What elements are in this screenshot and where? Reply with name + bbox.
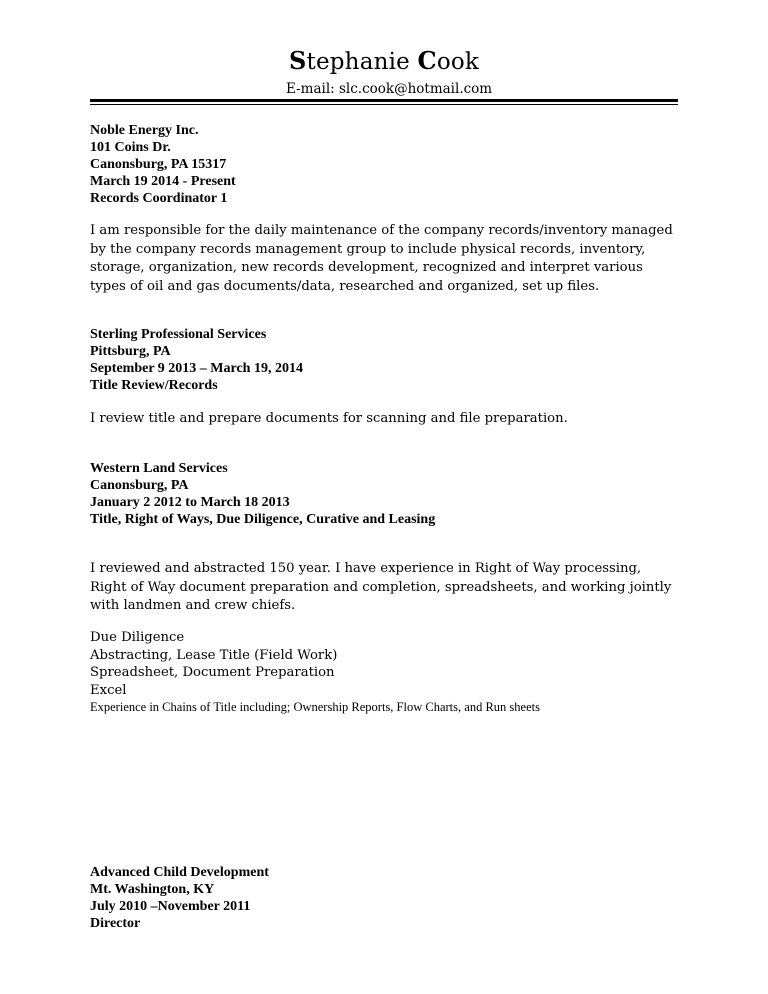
- skill-item: Due Diligence: [90, 630, 185, 645]
- job-description: I reviewed and abstracted 150 year. I have experience in Right of Way processing, Right of Way document preparation and completion, spreadsheets, and working jointly with landmen and crew chiefs.: [90, 561, 672, 613]
- header-divider-thin: [90, 104, 678, 105]
- contact-email: E-mail: slc.cook@hotmail.com: [286, 81, 493, 97]
- job-sterling: [90, 326, 690, 394]
- job-title: Director: [90, 916, 141, 931]
- job-company: Advanced Child Development: [90, 865, 269, 880]
- name-first-initial: S: [288, 46, 307, 75]
- job-dates: January 2 2012 to March 18 2013: [90, 495, 290, 510]
- job-western-skills: [90, 629, 690, 715]
- job-location: Canonsburg, PA 15317: [90, 157, 227, 172]
- job-advanced-child: [90, 864, 690, 932]
- skill-item: Spreadsheet, Document Preparation: [90, 665, 335, 680]
- skill-item: Excel: [90, 682, 127, 698]
- job-description: I am responsible for the daily maintenance of the company records/inventory managed by the company records management group to include physical records, inventory, storage, organization, new records development, recognized and interpret various types of oil and gas documents/data, researched and organized, set up files.: [90, 223, 673, 294]
- job-company: Western Land Services: [90, 461, 228, 476]
- header-divider-thick: [90, 99, 678, 102]
- job-title: Title, Right of Ways, Due Diligence, Curative and Leasing: [90, 512, 436, 527]
- job-noble-energy: [90, 122, 690, 207]
- name-last-initial: C: [417, 46, 437, 75]
- job-location: Pittsburg, PA: [90, 344, 171, 359]
- job-address: 101 Coins Dr.: [90, 140, 171, 155]
- skill-note: Experience in Chains of Title including; Ownership Reports, Flow Charts, and Run sheets: [90, 700, 540, 714]
- job-dates: July 2010 –November 2011: [90, 899, 251, 914]
- job-dates: September 9 2013 – March 19, 2014: [90, 361, 303, 376]
- job-western-land: [90, 460, 690, 528]
- job-company: Noble Energy Inc.: [90, 123, 199, 138]
- name-first-rest: tephanie: [306, 49, 410, 75]
- job-company: Sterling Professional Services: [90, 327, 267, 342]
- job-western-description: [90, 560, 690, 616]
- job-dates: March 19 2014 - Present: [90, 174, 236, 189]
- job-noble-description: [90, 222, 690, 296]
- applicant-name: [0, 46, 768, 77]
- job-sterling-description: [90, 410, 690, 428]
- job-location: Canonsburg, PA: [90, 478, 189, 493]
- skill-item: Abstracting, Lease Title (Field Work): [90, 647, 338, 663]
- job-location: Mt. Washington, KY: [90, 882, 215, 897]
- job-title: Title Review/Records: [90, 378, 218, 393]
- name-last-rest: ook: [436, 49, 480, 75]
- job-description: I review title and prepare documents for scanning and file preparation.: [90, 411, 568, 426]
- job-title: Records Coordinator 1: [90, 191, 228, 206]
